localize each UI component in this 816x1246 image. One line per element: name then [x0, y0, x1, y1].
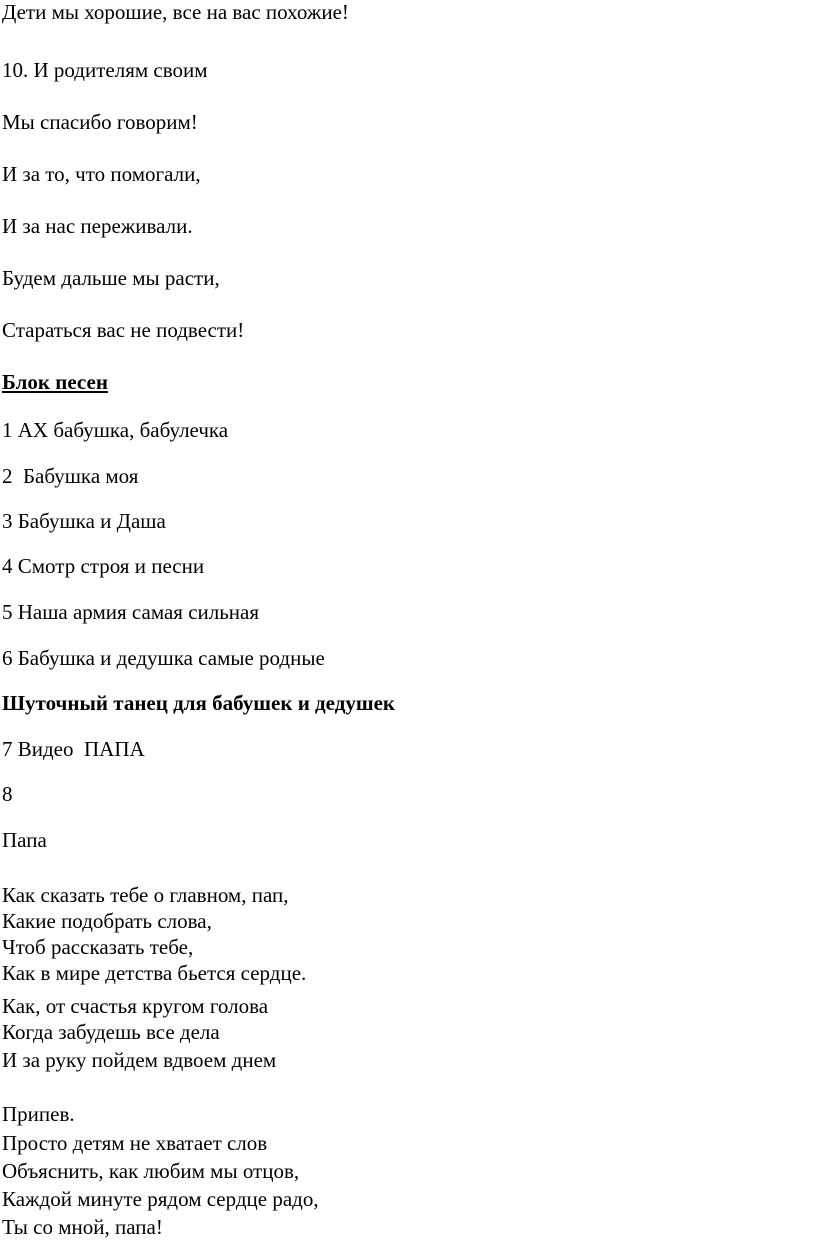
chorus-label: Припев.	[2, 1102, 75, 1126]
chorus-line: Объяснить, как любим мы отцов,	[2, 1159, 300, 1183]
verse-line: Как в мире детства бьется сердце.	[2, 961, 307, 985]
song-list-item: 6 Бабушка и дедушка самые родные	[2, 646, 325, 670]
poem-line: 10. И родителям своим	[2, 58, 208, 82]
poem-line: Будем дальше мы расти,	[2, 266, 220, 290]
song-list-item: 2 Бабушка моя	[2, 464, 139, 488]
poem-line: Мы спасибо говорим!	[2, 110, 198, 134]
chorus-line: Ты со мной, папа!	[2, 1215, 163, 1239]
verse-line: Какие подобрать слова,	[2, 909, 212, 933]
verse-line: Как сказать тебе о главном, пап,	[2, 883, 289, 907]
chorus-line: Каждой минуте рядом сердце радо,	[2, 1187, 319, 1211]
video-item: 7 Видео ПАПА	[2, 737, 145, 761]
verse-line: Когда забудешь все дела	[2, 1020, 220, 1044]
item-number: 8	[2, 782, 13, 806]
songs-block-heading: Блок песен	[2, 370, 108, 394]
song-list-item: 3 Бабушка и Даша	[2, 509, 166, 533]
dance-heading: Шуточный танец для бабушек и дедушек	[2, 691, 395, 715]
song-list-item: 1 АХ бабушка, бабулечка	[2, 418, 229, 442]
song-title: Папа	[2, 828, 47, 852]
verse-line: Как, от счастья кругом голова	[2, 994, 269, 1018]
song-list-item: 5 Наша армия самая сильная	[2, 600, 260, 624]
poem-line: Стараться вас не подвести!	[2, 318, 245, 342]
poem-line: Дети мы хорошие, все на вас похожие!	[2, 0, 349, 24]
poem-line: И за то, что помогали,	[2, 162, 201, 186]
song-list-item: 4 Смотр строя и песни	[2, 554, 205, 578]
poem-line: И за нас переживали.	[2, 214, 193, 238]
chorus-line: Просто детям не хватает слов	[2, 1131, 268, 1155]
verse-line: И за руку пойдем вдвоем днем	[2, 1048, 277, 1072]
verse-line: Чтоб рассказать тебе,	[2, 935, 194, 959]
